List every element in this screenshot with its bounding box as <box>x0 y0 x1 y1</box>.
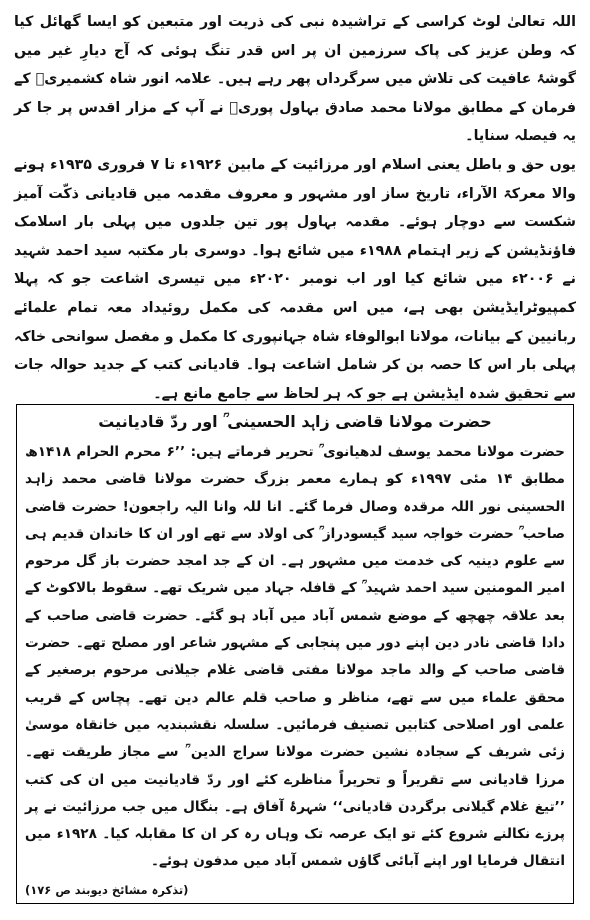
intro-paragraph-2: یوں حق و باطل یعنی اسلام اور مرزائیت کے مابین ۱۹۲۶ء تا ۷ فروری ۱۹۳۵ء ہونے والا معرکۃ الآراء، تاریخ ساز اور مشہور و معروف مقدمہ میں قادیانی ذکّت آمیز شکست سے دوچار ہوئے۔ مقدمہ بہاول پور تین جلدوں میں پہلی بار اسلامک فاؤنڈیشن کے زیر اہتمام ۱۹۸۸ء میں شائع ہوا۔ دوسری بار مکتبہ سید احمد شہید نے ۲۰۰۶ء میں شائع کیا اور اب نومبر ۲۰۲۰ء میں تیسری اشاعت جو کہ پہلا کمپیوٹرایڈیشن بھی ہے، میں اس مقدمہ کی مکمل روئیداد معہ تمام علمائے ربانیین کے بیانات، مولانا ابوالوفاء شاہ جہانپوری کا مکمل و مفصل سوانحی خاکہ پہلی بار اس کا حصہ بن کر شامل اشاعت ہوا۔ قادیانی کتب کے جدید حوالہ جات سے تحقیق شدہ ایڈیشن ہے جو کہ ہر لحاظ سے جامع مانع ہے۔ <box>14 156 576 402</box>
box-title: حضرت مولانا قاضی زاہد الحسینی ؒ اور ردّ قادیانیت <box>98 412 492 431</box>
citation: (تذکرہ مشائخ دیوبند ص ۱۷۶) <box>25 883 189 897</box>
biography-box <box>16 404 574 904</box>
intro-paragraph-1: اللہ تعالیٰ لوٹ کراسی کے تراشیدہ نبی کی ذریت اور متبعین کو ایسا گھائل کیا کہ وطن عزیز کی پاک سرزمین ان پر اس قدر تنگ ہوئی کہ آج دیارِ غیر میں گوشۂ عافیت کی تلاش میں سرگرداں پھر رہے ہیں۔ علامہ انور شاہ کشمیریؒ کے فرمان کے مطابق مولانا محمد صادق بہاول پوریؒ نے آپ کے مزار اقدس پر جا کر یہ فیصلہ سنایا۔ <box>14 14 576 145</box>
intro-section <box>14 8 576 408</box>
box-body: حضرت مولانا محمد یوسف لدھیانوی ؒ تحریر فرماتے ہیں: ’’۶ محرم الحرام ۱۴۱۸ھ مطابق ۱۴ مئی ۱۹۹۷ء کو ہمارے معمر بزرگ حضرت مولانا قاضی محمد زاہد الحسینی نور اللہ مرقدہ وصال فرما گئے۔ انا للہ وانا الیہ راجعون! حضرت قاضی صاحب ؒ حضرت خواجہ سید گیسودراز ؒ کی اولاد سے تھے اور ان کا خاندان قدیم ہی سے علوم دینیہ کی خدمت میں مشہور ہے۔ ان کے جد امجد حضرت باز گل مرحوم امیر المومنین سید احمد شہید ؒ کے قافلہ جہاد میں شریک تھے۔ سقوط بالاکوٹ کے بعد علاقہ چھچھ کے موضع شمس آباد میں آباد ہو گئے۔ حضرت قاضی صاحب کے دادا قاضی نادر دین اپنے دور میں پنجابی کے مشہور شاعر اور مصلح تھے۔ حضرت قاضی صاحب کے والد ماجد مولانا مفتی قاضی غلام جیلانی مرحوم برصغیر کے محقق علماء میں سے تھے، مناظر و صاحب قلم عالم دین تھے۔ پچاس کے قریب علمی اور اصلاحی کتابیں تصنیف فرمائیں۔ سلسلہ نقشبندیہ میں خانقاہ موسیٰ زئی شریف کے سجادہ نشین حضرت مولانا سراج الدین ؒ سے مجاز طریقت تھے۔ مرزا قادیانی سے تقریراً و تحریراً مناظرے کئے اور ردّ قادیانیت میں ان کی کتب ’’تیغ غلام گیلانی برگردن قادیانی‘‘ شہرۂ آفاق ہے۔ بنگال میں جب مرزائیت نے پر پرزے نکالنے شروع کئے تو ایک عرصہ تک وہاں رہ کر ان کا مقابلہ کیا۔ ۱۹۲۸ء میں انتقال فرمایا اور اپنے آبائی گاؤں شمس آباد میں مدفون ہوئے۔ <box>25 444 565 870</box>
